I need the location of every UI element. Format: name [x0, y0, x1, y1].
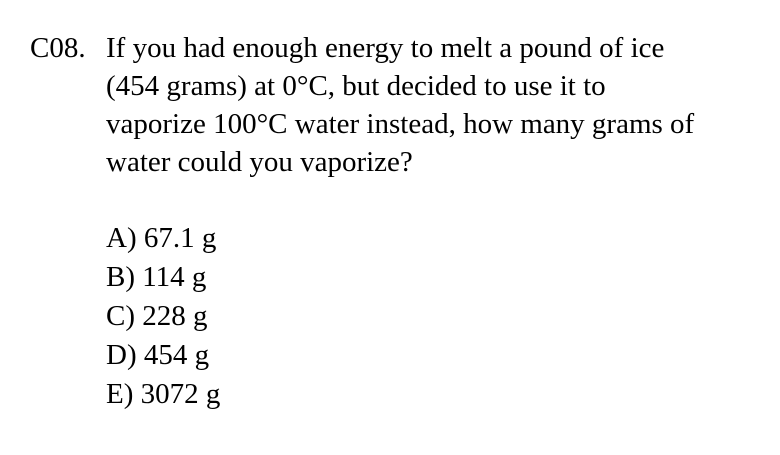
option-d: D) 454 g [106, 339, 210, 371]
question-line: vaporize 100°C water instead, how many grams of [106, 108, 695, 140]
option-a: A) 67.1 g [106, 222, 217, 254]
question-line: water could you vaporize? [106, 146, 413, 178]
option-b: B) 114 g [106, 261, 207, 293]
question-number: C08. [30, 32, 86, 64]
answer-options [106, 219, 220, 414]
question-line: (454 grams) at 0°C, but decided to use it to [106, 70, 606, 102]
option-e: E) 3072 g [106, 378, 221, 410]
option-c: C) 228 g [106, 300, 208, 332]
question-line: If you had enough energy to melt a pound of ice [106, 32, 665, 64]
question-text [106, 29, 746, 181]
